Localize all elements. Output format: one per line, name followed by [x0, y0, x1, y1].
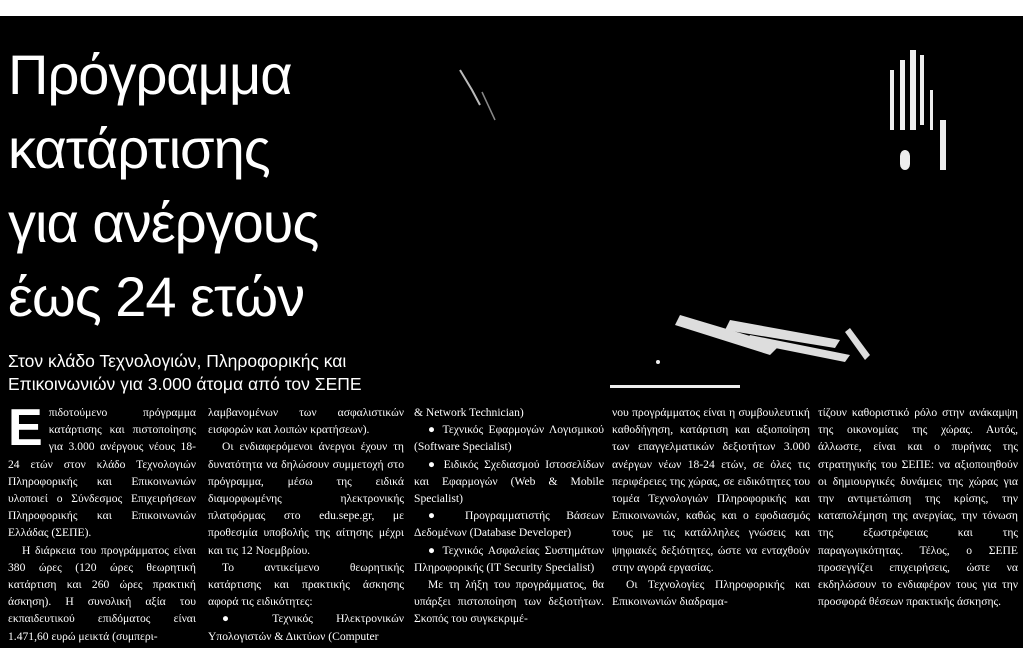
article-column-1 [8, 399, 196, 645]
specialty-list-item: & Network Technician) [414, 406, 524, 419]
headline-line: έως 24 ετών [8, 265, 305, 328]
article-paragraph: Οι ενδιαφερόμενοι άνεργοι έχουν τη δυνατότητα να δηλώσουν συμμετοχή στο πρόγραμμα, μέσω της ειδικά διαμορφωμένης ηλεκτρονικής πλατφόρμας στο edu.sepe.gr, με προθεσμία υποβολής της αίτησης μέχρι και τις 12 Νοεμβρίου. [208, 440, 404, 557]
article-column-5 [818, 404, 1018, 610]
article-paragraph: νου προγράμματος είναι η συμβουλευτική καθοδήγηση, κατάρτιση και αξιοποίηση των επαγγελματικών δεξιοτήτων 3.000 ανέργων νέων 18-24 ετών, σε όλες τις περιφέρειες της χώρας, σε ειδικότητες του τομέα Τεχνολογιών Πληροφορικής και Επικοινωνιών, καθώς και ο εφοδιασμός τους με τις κατάλληλες γνώσεις και ψηφιακές δεξιότητες, ώστε να ενταχθούν στην αγορά εργασίας. [612, 406, 810, 574]
specialty-list-item: ● Προγραμματιστής Βάσεων Δεδομένων (Database Developer) [414, 509, 604, 540]
article-paragraph: Οι Τεχνολογίες Πληροφορικής και Επικοινωνιών διαδραμα- [612, 578, 810, 609]
headline-line: κατάρτισης [8, 117, 270, 180]
headline-line: Πρόγραμμα [8, 43, 292, 106]
article-column-4 [612, 404, 810, 610]
article-column-3 [414, 404, 604, 628]
article-paragraph: Το αντικείμενο θεωρητικής κατάρτισης και πρακτικής άσκησης αφορά τις ειδικότητες: [208, 560, 404, 609]
headline [8, 38, 428, 334]
keyboard-photo [420, 30, 1023, 400]
subheadline [8, 350, 408, 396]
subheadline-line: Στον κλάδο Τεχνολογιών, Πληροφορικής και [8, 351, 347, 371]
specialty-list-item: ● Τεχνικός Ηλεκτρονικών Υπολογιστών & Δικτύων (Computer [208, 612, 404, 643]
specialty-list-item: ● Τεχνικός Ασφαλείας Συστημάτων Πληροφορικής (IT Security Specialist) [414, 543, 604, 574]
drop-cap: Ε [8, 399, 43, 457]
specialty-list-item: ● Τεχνικός Εφαρμογών Λογισμικού (Software Specialist) [414, 423, 604, 454]
article-column-2 [208, 404, 404, 645]
headline-line: για ανέργους [8, 191, 319, 254]
article-paragraph: Με τη λήξη του προγράμματος, θα υπάρξει πιστοποίηση των δεξιοτήτων. Σκοπός του συγκεκριμέ- [414, 578, 604, 626]
subheadline-line: Επικοινωνιών για 3.000 άτομα από τον ΣΕΠΕ [8, 374, 362, 394]
article-paragraph: Η διάρκεια του προγράμματος είναι 380 ώρες (120 ώρες θεωρητική κατάρτιση και 260 ώρες πρακτική άσκηση). Η συνολική αξία του εκπαιδευτικού επιδόματος είναι 1.471,60 ευρώ μεικτά (συμπερι- [8, 543, 196, 643]
article-paragraph: λαμβανομένων των ασφαλιστικών εισφορών και λοιπών κρατήσεων). [208, 406, 404, 437]
specialty-list-item: ● Ειδικός Σχεδιασμού Ιστοσελίδων και Εφαρμογών (Web & Mobile Specialist) [414, 457, 604, 506]
article-paragraph: τίζουν καθοριστικό ρόλο στην ανάκαμψη της οικονομίας της χώρας. Αυτός, άλλωστε, είναι και ο πυρήνας της στρατηγικής του ΣΕΠΕ: να αξιοποιηθούν οι δημιουργικές δυνάμεις της χώρας για την αντιμετώπιση της κρίσης, την καταπολέμηση της ανεργίας, την τόνωση της εξωστρέφειας και της παραγωγικότητας. Τέλος, ο ΣΕΠΕ προσεγγίζει επιχειρήσεις, ώστε να εκδηλώσουν το ενδιαφέρον τους για την προσφορά θέσεων πρακτικής άσκησης. [818, 406, 1018, 609]
top-border-bar [0, 0, 1023, 16]
article-paragraph: πιδοτούμενο πρόγραμμα κατάρτισης και πιστοποίησης για 3.000 ανέργους νέους 18-24 ετών στον κλάδο Τεχνολογιών Πληροφορικής και Επικοινωνιών υλοποιεί ο Σύνδεσμος Επιχειρήσεων Πληροφορικής και Επικοινωνιών Ελλάδας (ΣΕΠΕ). [8, 406, 196, 540]
